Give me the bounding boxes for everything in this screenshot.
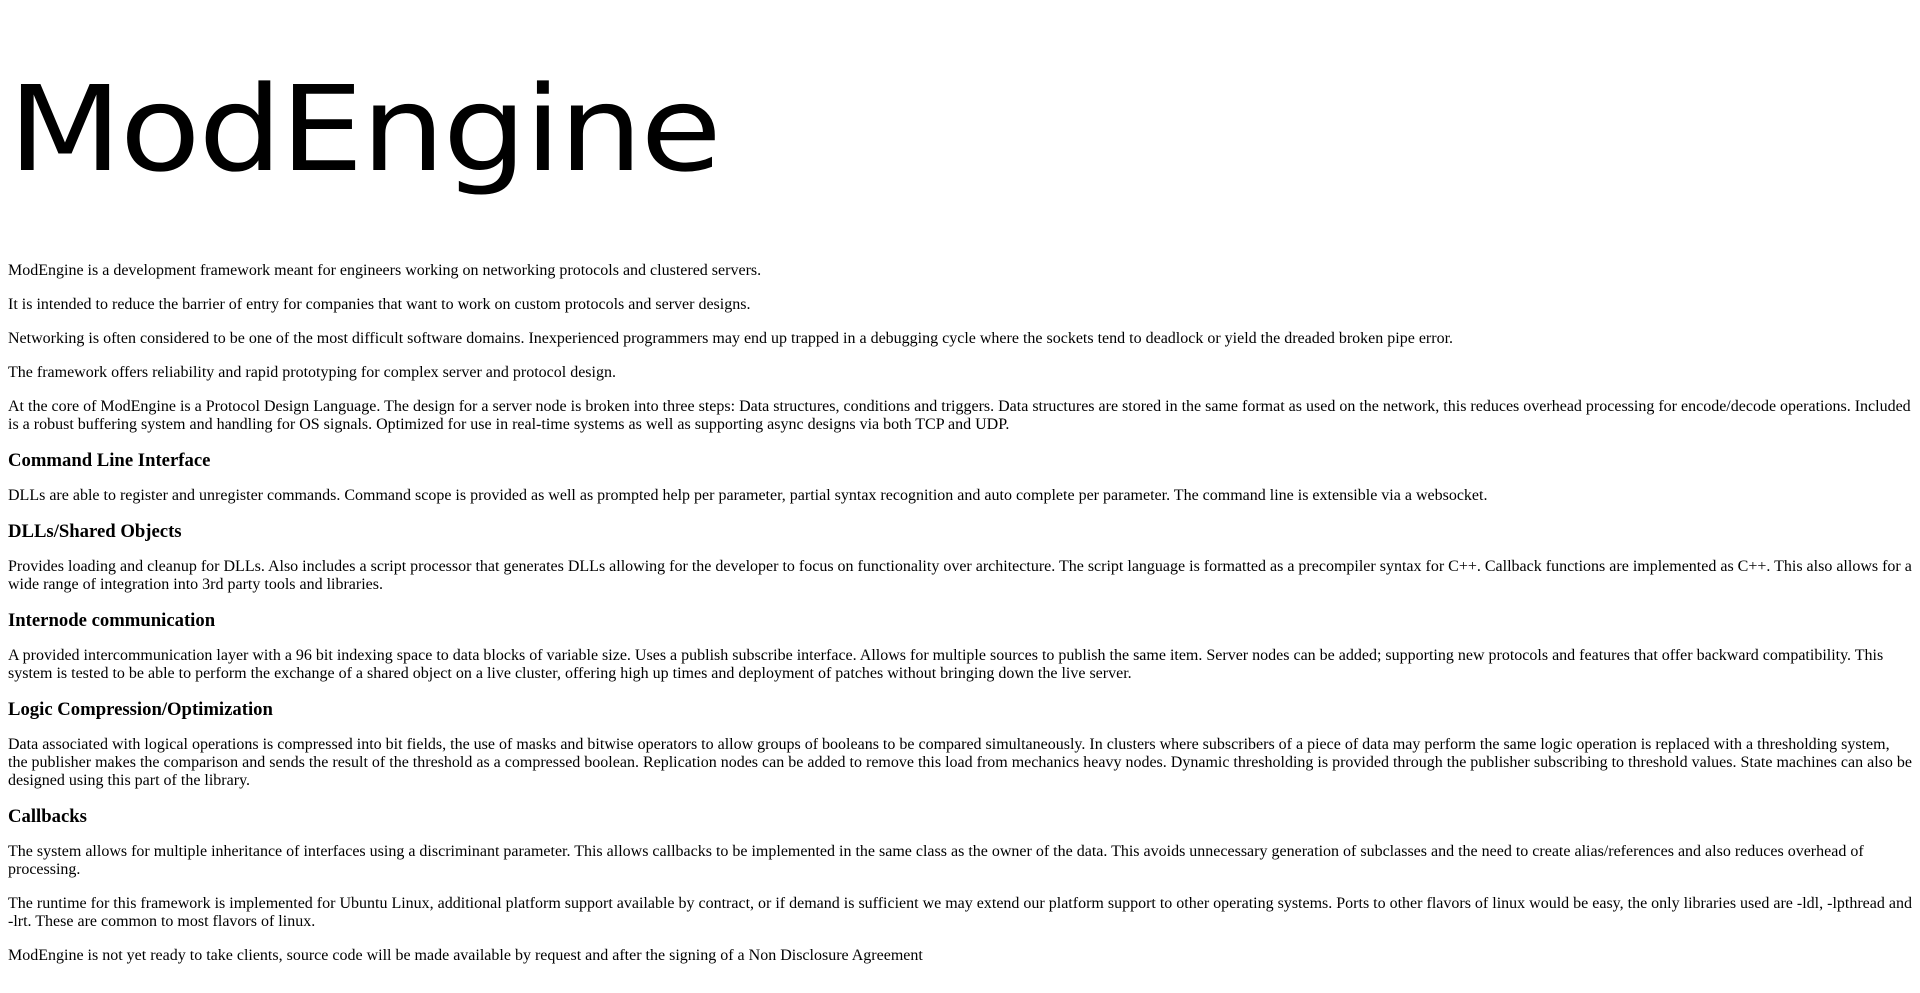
heading-command-line-interface: Command Line Interface: [8, 450, 211, 471]
cli-paragraph: DLLs are able to register and unregister commands. Command scope is provided as well as prompted help per parameter, partial syntax recognition and auto complete per parameter. The command line is extensible via a websocket.: [8, 487, 1488, 504]
runtime-paragraph: The runtime for this framework is implemented for Ubuntu Linux, additional platform support available by contract, or if demand is sufficient we may extend our platform support to other operating systems. Ports to other flavors of linux would be easy, the only libraries used are -ldl, -lpthread and -lrt. These are common to most flavors of linux.: [8, 895, 1912, 930]
callbacks-paragraph: The system allows for multiple inheritance of interfaces using a discriminant parameter. This allows callbacks to be implemented in the same class as the owner of the data. This avoids unnecessary generation of subclasses and the need to create alias/references and also reduces overhead of processing.: [8, 843, 1864, 878]
logic-compression-paragraph: Data associated with logical operations is compressed into bit fields, the use of masks and bitwise operators to allow groups of booleans to be compared simultaneously. In clusters where subscribers of a piece of data may perform the same logic operation is replaced with a thresholding system, the publisher makes the comparison and sends the result of the threshold as a compressed boolean. Replication nodes can be added to remove this load from mechanics heavy nodes. Dynamic thresholding is provided through the publisher subscribing to threshold values. State machines can also be designed using this part of the library.: [8, 736, 1912, 789]
dlls-paragraph: Provides loading and cleanup for DLLs. Also includes a script processor that generates DLLs allowing for the developer to focus on functionality over architecture. The script language is formatted as a precompiler syntax for C++. Callback functions are implemented as C++. This also allows for a wide range of integration into 3rd party tools and libraries.: [8, 558, 1912, 593]
intro-paragraph-4: The framework offers reliability and rapid prototyping for complex server and protocol design.: [8, 364, 616, 381]
heading-dlls-shared-objects: DLLs/Shared Objects: [8, 521, 182, 542]
heading-callbacks: Callbacks: [8, 806, 87, 827]
availability-paragraph: ModEngine is not yet ready to take clients, source code will be made available by request and after the signing of a Non Disclosure Agreement: [8, 947, 923, 964]
intro-paragraph-5: At the core of ModEngine is a Protocol Design Language. The design for a server node is broken into three steps: Data structures, conditions and triggers. Data structures are stored in the same format as used on the network, this reduces overhead processing for encode/decode operations. Included is a robust buffering system and handling for OS signals. Optimized for use in real-time systems as well as supporting async designs via both TCP and UDP.: [8, 398, 1911, 433]
heading-logic-compression: Logic Compression/Optimization: [8, 699, 273, 720]
internode-paragraph: A provided intercommunication layer with a 96 bit indexing space to data blocks of variable size. Uses a publish subscribe interface. Allows for multiple sources to publish the same item. Server nodes can be added; supporting new protocols and features that offer backward compatibility. This system is tested to be able to perform the exchange of a shared object on a live cluster, offering high up times and deployment of patches without bringing down the live server.: [8, 647, 1884, 682]
intro-paragraph-1: ModEngine is a development framework meant for engineers working on networking protocols and clustered servers.: [8, 262, 762, 279]
heading-internode-communication: Internode communication: [8, 610, 216, 631]
modengine-logo: ModEngine: [8, 60, 720, 198]
intro-paragraph-2: It is intended to reduce the barrier of entry for companies that want to work on custom protocols and server designs.: [8, 296, 751, 313]
intro-paragraph-3: Networking is often considered to be one of the most difficult software domains. Inexperienced programmers may end up trapped in a debugging cycle where the sockets tend to deadlock or yield the dreaded broken pipe error.: [8, 330, 1454, 347]
logo-area: [8, 0, 1912, 262]
